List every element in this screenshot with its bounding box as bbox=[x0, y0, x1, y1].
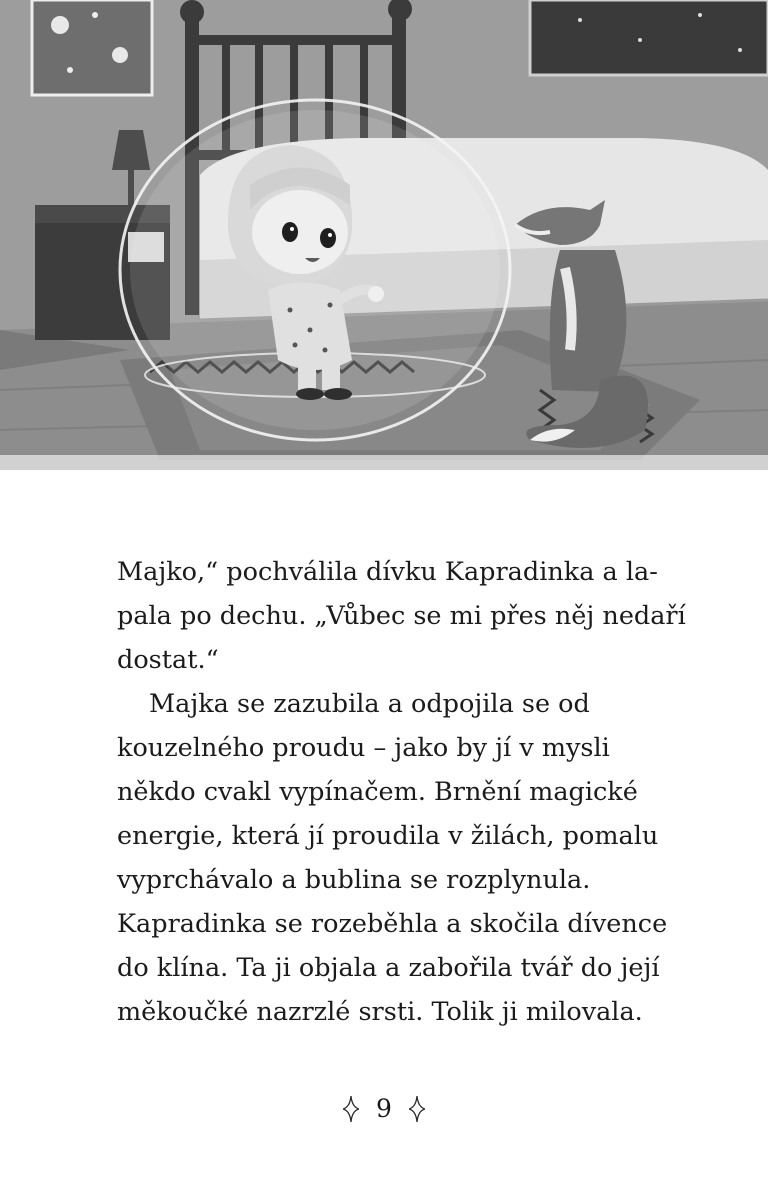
body-text bbox=[117, 550, 686, 1034]
sparkle-icon bbox=[343, 1096, 359, 1122]
text-line: energie, která jí proudila v žilách, pomalu bbox=[117, 821, 659, 851]
page-folio bbox=[0, 1092, 768, 1123]
paragraph-2 bbox=[117, 682, 668, 1034]
chapter-illustration bbox=[0, 0, 768, 470]
text-line: pala po dechu. „Vůbec se mi přes něj nedaří bbox=[117, 601, 686, 631]
text-line: kouzelného proudu – jako by jí v mysli bbox=[117, 733, 610, 763]
page-number: 9 bbox=[376, 1094, 392, 1123]
paragraph-1 bbox=[117, 550, 686, 682]
text-line: Majka se zazubila a odpojila se od bbox=[149, 689, 590, 719]
text-line: Majko,“ pochválila dívku Kapradinka a la- bbox=[117, 557, 658, 587]
text-line: vyprchávalo a bublina se rozplynula. bbox=[117, 865, 591, 895]
text-line: dostat.“ bbox=[117, 645, 219, 675]
text-line: Kapradinka se rozeběhla a skočila dívence bbox=[117, 909, 668, 939]
sparkle-icon bbox=[409, 1096, 425, 1122]
text-line: do klína. Ta ji objala a zabořila tvář do její bbox=[117, 953, 660, 983]
text-line: někdo cvakl vypínačem. Brnění magické bbox=[117, 777, 638, 807]
text-line: měkoučké nazrzlé srsti. Tolik ji milovala. bbox=[117, 997, 643, 1027]
